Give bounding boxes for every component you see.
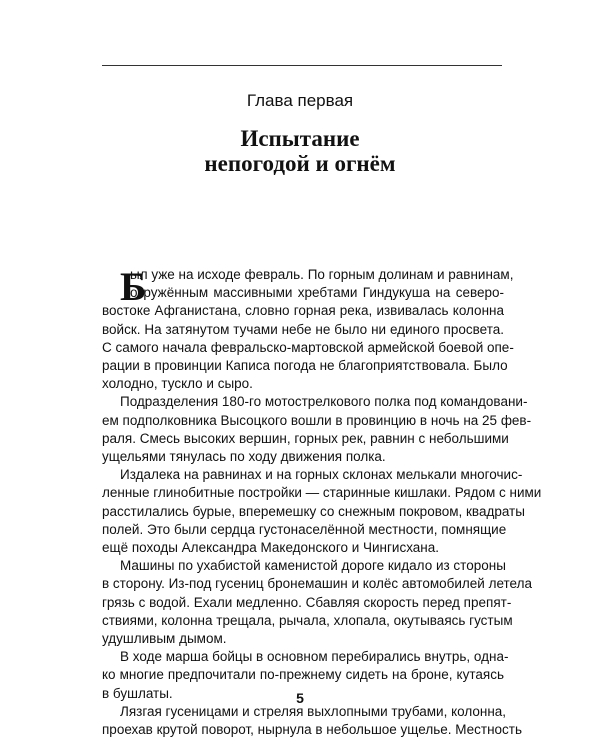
text-line: холодно, тускло и сыро. [102, 376, 253, 392]
text-line: ещё походы Александра Македонского и Чингисхана. [102, 540, 440, 556]
text-line: рации в провинции Каписа погода не благоприятствовала. Было [102, 358, 508, 374]
text-line: проехав крутой поворот, нырнула в небольшое ущелье. Местность [102, 722, 523, 738]
chapter-title-line-2: непогодой и огнём [204, 151, 396, 176]
chapter-label: Глава первая [246, 91, 354, 110]
text-line: удушливым дымом. [102, 631, 227, 647]
text-line: ко многие предпочитали по-прежнему сидеть на броне, кутаясь [102, 667, 504, 683]
text-line: Лязгая гусеницами и стреляя выхлопными трубами, колонна, [120, 703, 507, 719]
text-line: окружённым массивными хребтами Гиндукуша на северо- [130, 285, 504, 301]
text-line: С самого начала февральско-мартовской армейской боевой опе- [102, 339, 514, 355]
text-line: грязь с водой. Ехали медленно. Сбавляя скорость перед препят- [102, 594, 512, 610]
top-rule [102, 65, 502, 66]
text-line: ыл уже на исходе февраль. По горным долинам и равнинам, [130, 267, 514, 282]
text-line: войск. На затянутом тучами небе не было ни единого просвета. [102, 321, 504, 337]
text-line: ствиями, колонна трещала, рычала, хлопала, окутываясь густым [102, 612, 513, 628]
chapter-title-line-1: Испытание [240, 126, 360, 151]
text-line: ем подполковника Высоцкого вошли в провинцию в ночь на 25 фев- [102, 412, 532, 428]
text-line: ленные глинобитные постройки — старинные кишлаки. Рядом с ними [102, 485, 542, 501]
text-line: полей. Это были сердца густонаселённой местности, помнящие [102, 521, 507, 537]
drop-cap: Б [120, 264, 147, 309]
text-line: ущельями тянулась по ходу движения полка. [102, 449, 386, 465]
text-line: в сторону. Из-под гусениц бронемашин и колёс автомобилей летела [102, 576, 532, 592]
text-line: Издалека на равнинах и на горных склонах мелькали многочис- [120, 467, 523, 483]
text-line: в бушлаты. [102, 685, 173, 701]
text-line: востоке Афганистана, словно горная река, извивалась колонна [102, 303, 504, 319]
text-line: Подразделения 180-го мотострелкового полка под командовани- [120, 394, 528, 410]
text-line: Машины по ухабистой каменистой дороге кидало из стороны [120, 558, 506, 574]
page-number: 5 [296, 690, 304, 706]
text-line: В ходе марша бойцы в основном перебирались внутрь, одна- [120, 649, 509, 665]
text-line: расстилались бурые, вперемешку со снежным покровом, квадраты [102, 503, 525, 519]
body-text [102, 264, 542, 739]
text-line: раля. Смесь высоких вершин, горных рек, равнин с небольшими [102, 430, 509, 446]
chapter-title [0, 126, 600, 176]
